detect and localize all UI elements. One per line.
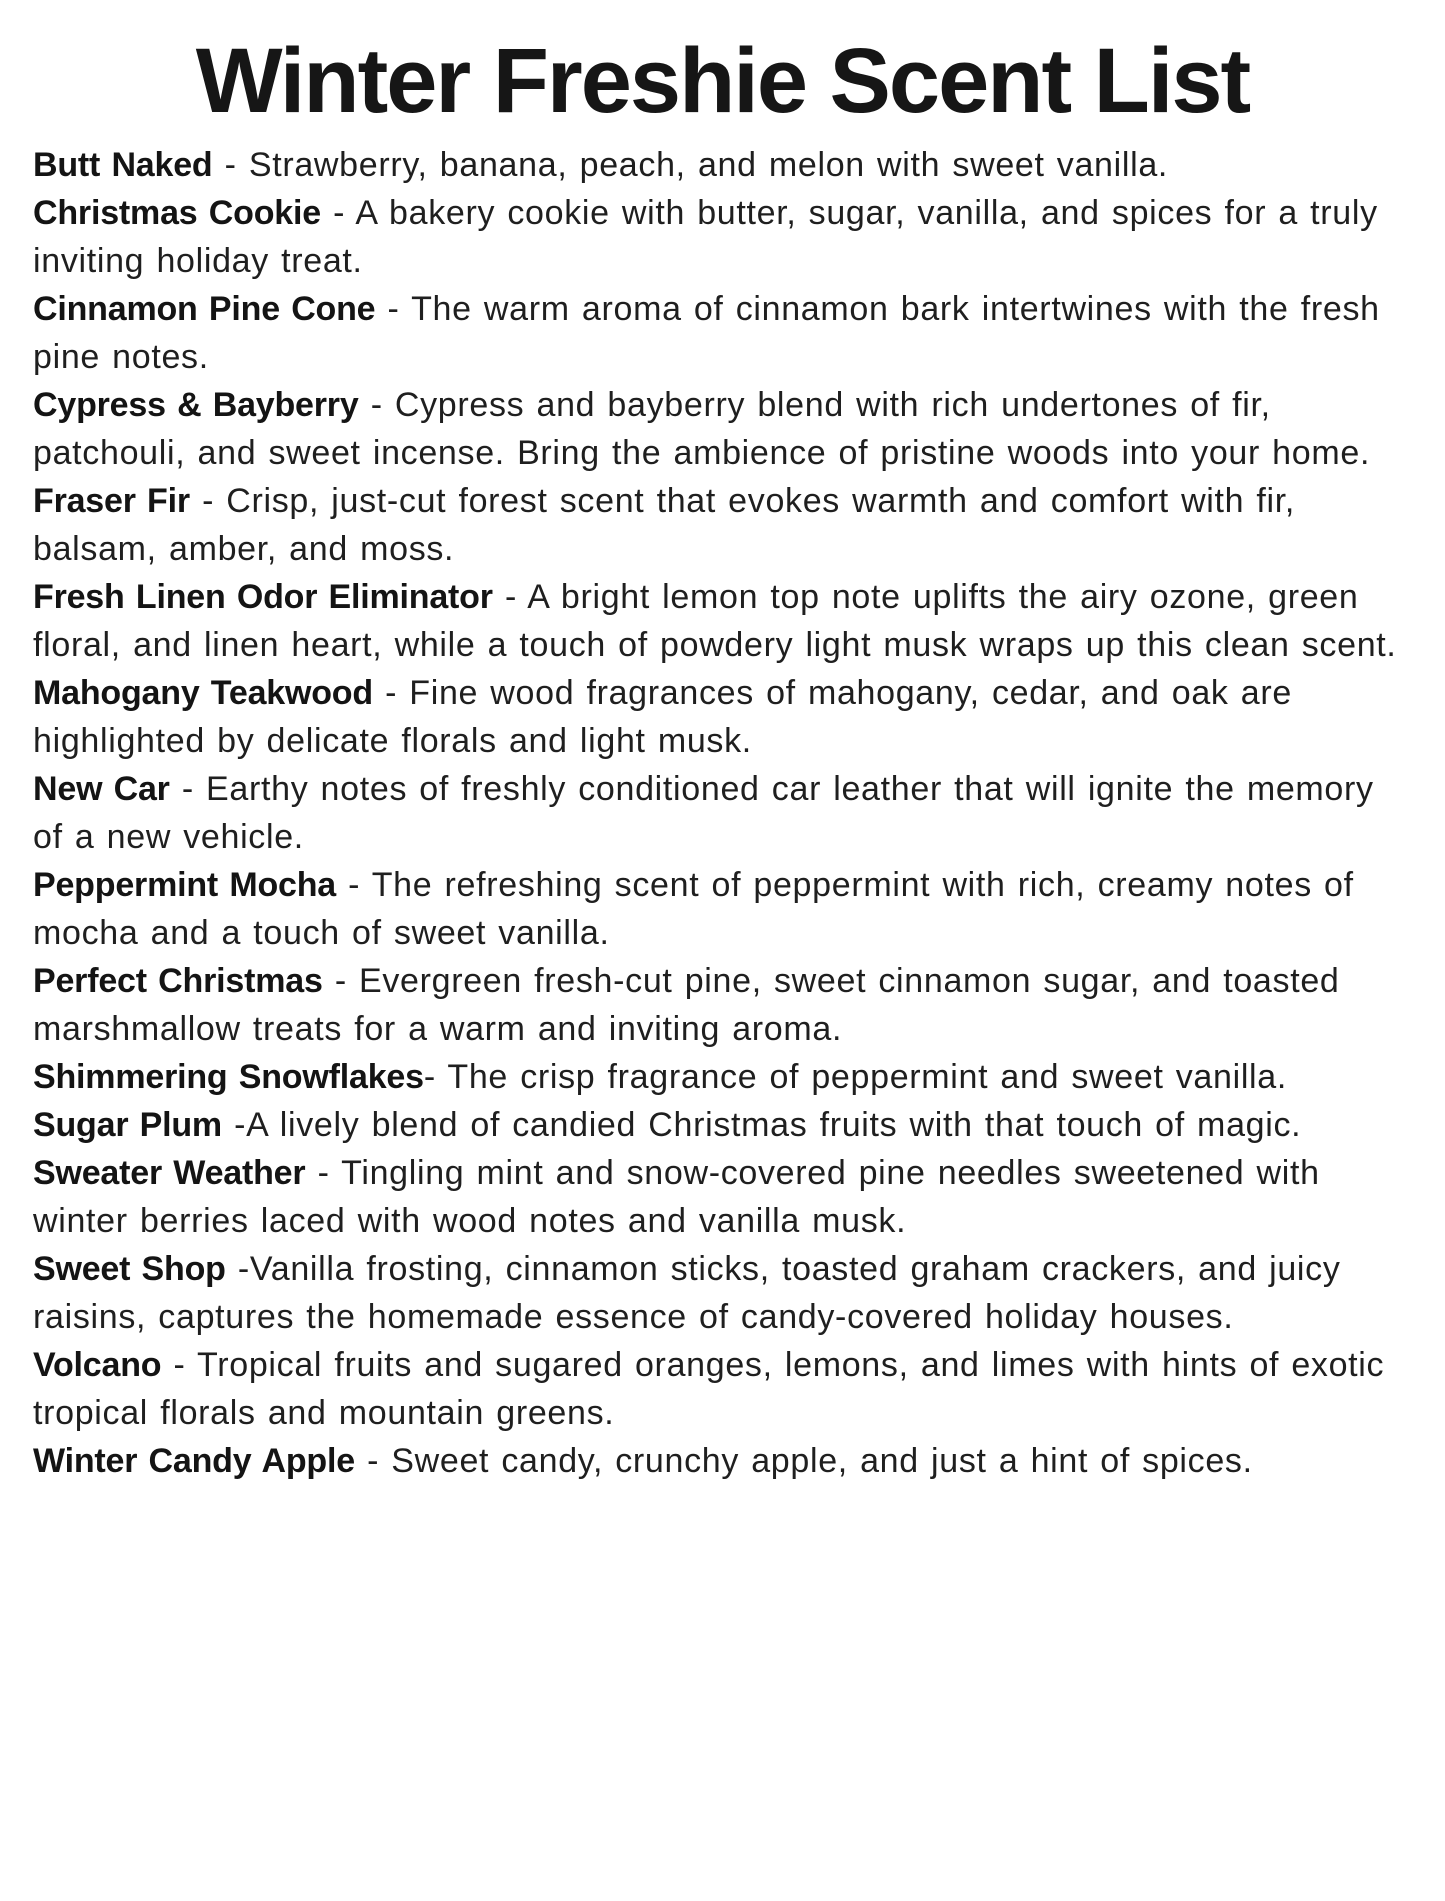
scent-item <box>33 1149 1412 1245</box>
scent-description: - Evergreen fresh-cut pine, sweet cinnamon sugar, and toasted marshmallow treats for a warm and inviting aroma. <box>33 962 1340 1049</box>
scent-description: - The crisp fragrance of peppermint and sweet vanilla. <box>423 1058 1288 1097</box>
scent-description: - Crisp, just-cut forest scent that evokes warmth and comfort with fir, balsam, amber, and moss. <box>33 482 1296 569</box>
scent-list-page <box>0 30 1445 1901</box>
scent-name: Fresh Linen Odor Eliminator <box>33 578 493 617</box>
scent-description: - The refreshing scent of peppermint with rich, creamy notes of mocha and a touch of sweet vanilla. <box>33 866 1354 953</box>
scent-item <box>33 381 1412 477</box>
scent-item <box>33 141 1412 189</box>
scent-item <box>33 765 1412 861</box>
scent-description: - Tropical fruits and sugared oranges, lemons, and limes with hints of exotic tropical florals and mountain greens. <box>33 1346 1385 1433</box>
scent-description: - Fine wood fragrances of mahogany, cedar, and oak are highlighted by delicate florals and light musk. <box>33 674 1292 761</box>
scent-description: -Vanilla frosting, cinnamon sticks, toasted graham crackers, and juicy raisins, captures the homemade essence of candy-covered holiday houses. <box>33 1250 1341 1337</box>
scent-item <box>33 1053 1412 1101</box>
scent-item <box>33 1437 1412 1485</box>
scent-name: Sweater Weather <box>33 1154 306 1193</box>
scent-item <box>33 1245 1412 1341</box>
scent-name: Shimmering Snowflakes <box>33 1058 424 1097</box>
scent-description: -A lively blend of candied Christmas fruits with that touch of magic. <box>221 1106 1302 1145</box>
scent-name: Cinnamon Pine Cone <box>33 290 376 329</box>
scent-name: Winter Candy Apple <box>33 1442 355 1481</box>
scent-item <box>33 1341 1412 1437</box>
scent-name: Christmas Cookie <box>33 194 321 233</box>
scent-item <box>33 861 1412 957</box>
scent-item <box>33 477 1412 573</box>
scent-name: Mahogany Teakwood <box>33 674 373 713</box>
scent-description: - Earthy notes of freshly conditioned car leather that will ignite the memory of a new vehicle. <box>33 770 1374 857</box>
scent-description: - Sweet candy, crunchy apple, and just a hint of spices. <box>354 1442 1253 1481</box>
scent-description: - Tingling mint and snow-covered pine needles sweetened with winter berries laced with wood notes and vanilla musk. <box>33 1154 1320 1241</box>
scent-item <box>33 573 1412 669</box>
scent-item <box>33 285 1412 381</box>
scent-name: Perfect Christmas <box>33 962 323 1001</box>
scent-description: - A bright lemon top note uplifts the airy ozone, green floral, and linen heart, while a touch of powdery light musk wraps up this clean scent. <box>33 578 1397 665</box>
scent-item <box>33 957 1412 1053</box>
scent-name: Peppermint Mocha <box>33 866 336 905</box>
scent-item <box>33 189 1412 285</box>
scent-item <box>33 1101 1412 1149</box>
scent-description: - Cypress and bayberry blend with rich undertones of fir, patchouli, and sweet incense. Bring the ambience of pristine woods into your home. <box>33 386 1371 473</box>
scent-name: Sugar Plum <box>33 1106 222 1145</box>
scent-item <box>33 669 1412 765</box>
scent-name: Butt Naked <box>33 146 213 185</box>
scent-name: Cypress & Bayberry <box>33 386 359 425</box>
scent-name: New Car <box>33 770 170 809</box>
page-title: Winter Freshie Scent List <box>195 30 1250 132</box>
scent-name: Volcano <box>33 1346 162 1385</box>
scent-list <box>33 141 1412 1485</box>
scent-description: - Strawberry, banana, peach, and melon with sweet vanilla. <box>212 146 1169 185</box>
scent-name: Fraser Fir <box>33 482 190 521</box>
scent-description: - A bakery cookie with butter, sugar, vanilla, and spices for a truly inviting holiday treat. <box>33 194 1378 281</box>
scent-description: - The warm aroma of cinnamon bark intertwines with the fresh pine notes. <box>33 290 1380 377</box>
scent-name: Sweet Shop <box>33 1250 226 1289</box>
